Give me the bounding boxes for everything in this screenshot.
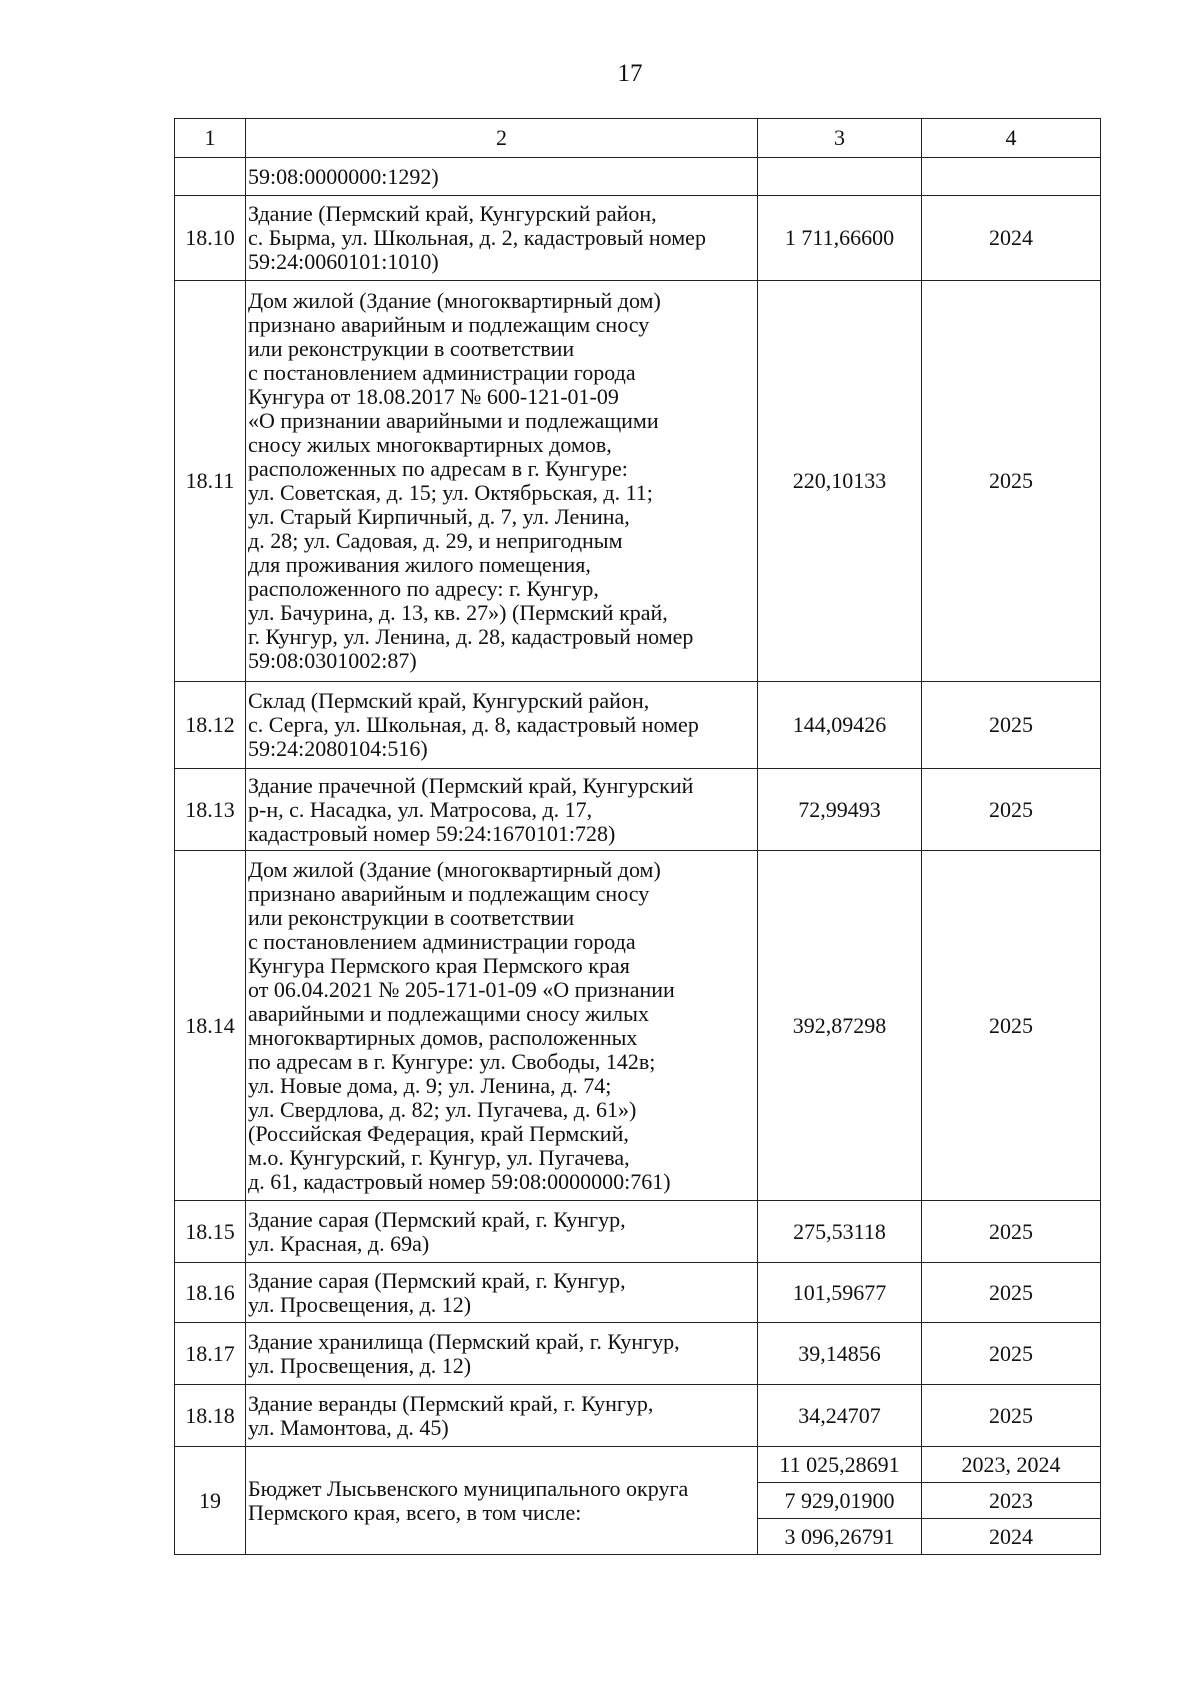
row-description: Здание (Пермский край, Кунгурский район, с. Бырма, ул. Школьная, д. 2, кадастровый номер 59:24:0060101:1010) (248, 201, 706, 274)
row-number: 18.11 (175, 281, 246, 682)
table-row (175, 1385, 1101, 1447)
row-number: 18.15 (175, 1201, 246, 1263)
row-amount: 220,10133 (758, 281, 922, 682)
row-description: Здание сарая (Пермский край, г. Кунгур, ул. Красная, д. 69а) (248, 1206, 626, 1256)
row-number: 19 (175, 1447, 246, 1555)
row-year: 2025 (922, 682, 1101, 769)
table-row (175, 851, 1101, 1201)
table-row (175, 1263, 1101, 1323)
row-number: 18.16 (175, 1263, 246, 1323)
row-amount: 7 929,01900 (758, 1483, 922, 1519)
continuation-row (175, 158, 1101, 196)
row-year: 2025 (922, 1263, 1101, 1323)
row-number: 18.14 (175, 851, 246, 1201)
table-row (175, 196, 1101, 281)
header-row (175, 119, 1101, 158)
page-number: 17 (617, 60, 643, 87)
row-year: 2025 (922, 769, 1101, 851)
row-description: Здание веранды (Пермский край, г. Кунгур, ул. Мамонтова, д. 45) (248, 1390, 654, 1440)
row-description: Дом жилой (Здание (многоквартирный дом) признано аварийным и подлежащим сносу или реконструкции в соответствии с постановлением администрации города Кунгура Пермского края Пермского края от 06.04.2021 № 205-171-01-09 «О признании аварийными и подлежащими сносу жилых многоквартирных домов, расположенных по адресам в г. Кунгуре: ул. Свободы, 142в; ул. Новые дома, д. 9; ул. Ленина, д. 74; ул. Свердлова, д. 82; ул. Пугачева, д. 61») (Российская Федерация, край Пермский, м.о. Кунгурский, г. Кунгур, ул. Пугачева, д. 61, кадастровый номер 59:08:0000000:761) (248, 856, 675, 1194)
row-number: 18.17 (175, 1323, 246, 1385)
row-year: 2025 (922, 1323, 1101, 1385)
row-description: Здание сарая (Пермский край, г. Кунгур, ул. Просвещения, д. 12) (248, 1267, 626, 1317)
row-number: 18.12 (175, 682, 246, 769)
row-description: Склад (Пермский край, Кунгурский район, с. Серга, ул. Школьная, д. 8, кадастровый номер 59:24:2080104:516) (248, 688, 699, 761)
row-description: 59:08:0000000:1292) (246, 158, 758, 196)
row-description: Дом жилой (Здание (многоквартирный дом) признано аварийным и подлежащим сносу или реконструкции в соответствии с постановлением администрации города Кунгура от 18.08.2017 № 600-121-01-09 «О признании аварийными и подлежащими сносу жилых многоквартирных домов, расположенных по адресам в г. Кунгуре: ул. Советская, д. 15; ул. Октябрьская, д. 11; ул. Старый Кирпичный, д. 7, ул. Ленина, д. 28; ул. Садовая, д. 29, и непригодным для проживания жилого помещения, расположенного по адресу: г. Кунгур, ул. Бачурина, д. 13, кв. 27») (Пермский край, г. Кунгур, ул. Ленина, д. 28, кадастровый номер 59:08:0301002:87) (248, 288, 694, 673)
row-number: 18.18 (175, 1385, 246, 1447)
header-col-1: 1 (175, 119, 246, 158)
row-amount: 39,14856 (758, 1323, 922, 1385)
table-row (175, 281, 1101, 682)
row-year: 2025 (922, 1201, 1101, 1263)
table-row (175, 1201, 1101, 1263)
row-description: Бюджет Лысьвенского муниципального округа Пермского края, всего, в том числе: (248, 1475, 689, 1525)
header-col-3: 3 (758, 119, 922, 158)
row-number: 18.10 (175, 196, 246, 281)
row-year: 2024 (922, 196, 1101, 281)
row-amount: 275,53118 (758, 1201, 922, 1263)
row-year: 2023 (922, 1483, 1101, 1519)
row-number (175, 158, 246, 196)
row-amount: 11 025,28691 (758, 1447, 922, 1483)
row-year: 2024 (922, 1519, 1101, 1555)
row-amount: 72,99493 (758, 769, 922, 851)
row-year: 2025 (922, 851, 1101, 1201)
row-year: 2023, 2024 (922, 1447, 1101, 1483)
row-amount: 34,24707 (758, 1385, 922, 1447)
row-amount: 3 096,26791 (758, 1519, 922, 1555)
row-amount: 392,87298 (758, 851, 922, 1201)
header-col-2: 2 (246, 119, 758, 158)
row-amount: 101,59677 (758, 1263, 922, 1323)
row-number: 18.13 (175, 769, 246, 851)
header-col-4: 4 (922, 119, 1101, 158)
row-year: 2025 (922, 1385, 1101, 1447)
row-description: Здание хранилища (Пермский край, г. Кунгур, ул. Просвещения, д. 12) (248, 1328, 680, 1378)
budget-table (174, 118, 1101, 1555)
row-year (922, 158, 1101, 196)
table-row (175, 769, 1101, 851)
total-row (175, 1447, 1101, 1483)
row-amount: 144,09426 (758, 682, 922, 769)
row-amount (758, 158, 922, 196)
table-row (175, 682, 1101, 769)
row-year: 2025 (922, 281, 1101, 682)
row-description: Здание прачечной (Пермский край, Кунгурский р-н, с. Насадка, ул. Матросова, д. 17, кадастровый номер 59:24:1670101:728) (248, 772, 694, 846)
row-amount: 1 711,66600 (758, 196, 922, 281)
table-row (175, 1323, 1101, 1385)
